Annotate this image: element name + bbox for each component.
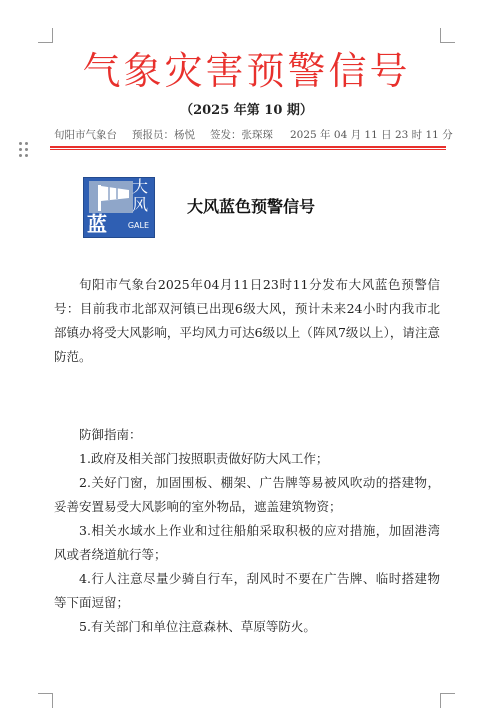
guidance-item: 4.行人注意尽量少骑自行车，刮风时不要在广告牌、临时搭建物等下面逗留；: [54, 571, 440, 610]
badge-english-label: GALE: [127, 221, 149, 230]
issuer-meta-line: [54, 127, 453, 145]
badge-char-da: 大: [131, 177, 148, 196]
guidance-heading: 防御指南：: [79, 427, 142, 442]
windsock-icon: [89, 181, 133, 213]
header-divider-thin: [50, 149, 446, 150]
warning-signal-badge: [83, 177, 155, 238]
issue-datetime: 2025 年 04 月 11 日 23 时 11 分: [290, 129, 453, 141]
page-corner-mark-bottom-right: [440, 693, 455, 708]
guidance-item: 2.关好门窗，加固围板、棚架、广告牌等易被风吹动的搭建物，妥善安置易受大风影响的室外物品，遮盖建筑物资；: [54, 475, 440, 514]
issue-number: （2025 年第 10 期）: [180, 103, 313, 118]
page-corner-mark-top-left: [38, 28, 53, 43]
badge-char-feng: 风: [131, 195, 148, 214]
guidance-item: 1.政府及相关部门按照职责做好防大风工作；: [79, 451, 329, 466]
page-corner-mark-top-right: [440, 28, 455, 43]
guidance-item: 3.相关水域水上作业和过往船舶采取积极的应对措施，加固港湾风或者绕道航行等；: [54, 523, 440, 562]
drag-handle-icon[interactable]: [19, 142, 29, 158]
warning-body-paragraph: 旬阳市气象台2025年04月11日23时11分发布大风蓝色预警信号：目前我市北部双河镇已出现6级大风，预计未来24小时内我市北部镇办将受大风影响，平均风力可达6级以上（阵风7级以上），请注意防范。: [54, 277, 440, 364]
badge-color-char: 蓝: [87, 212, 107, 236]
issuer-name: 旬阳市气象台: [54, 129, 117, 141]
forecaster-name: 预报员：杨悦: [132, 129, 195, 141]
guidance-item: 5.有关部门和单位注意森林、草原等防火。: [79, 619, 316, 634]
header-divider-thick: [50, 146, 446, 148]
document-title: 气象灾害预警信号: [82, 49, 411, 93]
page-corner-mark-bottom-left: [38, 693, 53, 708]
signer-name: 签发：张琛琛: [210, 129, 273, 141]
signal-title: 大风蓝色预警信号: [187, 197, 316, 216]
